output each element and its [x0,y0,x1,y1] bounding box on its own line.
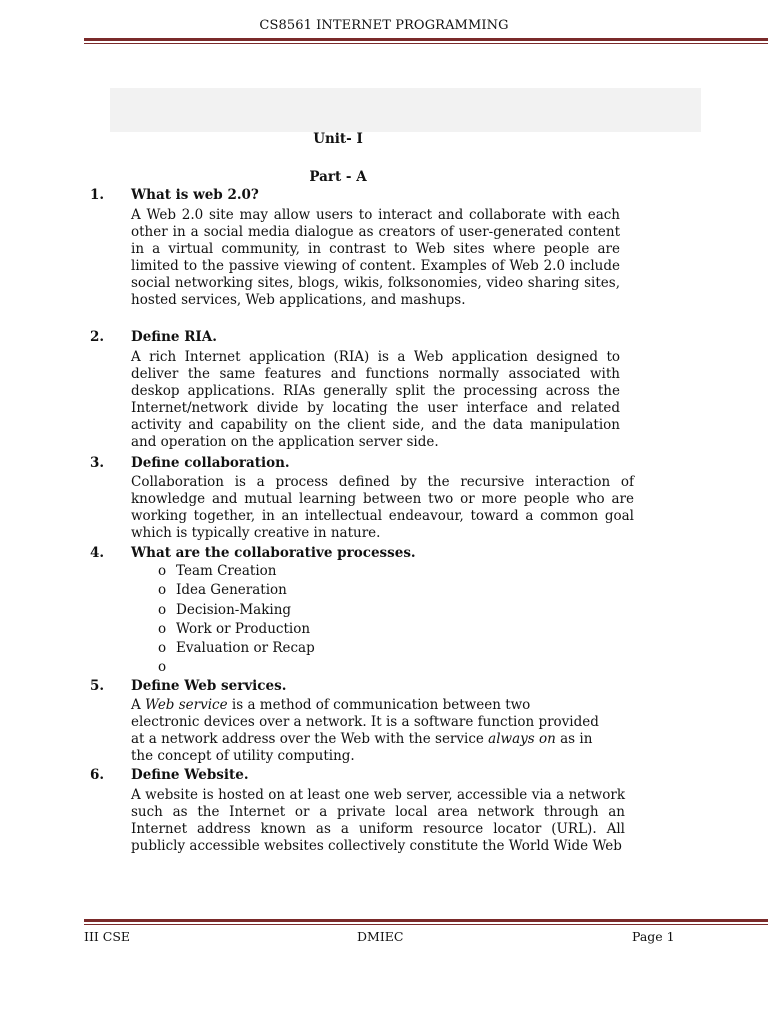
part-heading: Part - A [309,169,367,185]
bullet-marker: o [158,601,167,618]
question-title: What is web 2.0? [131,187,259,203]
question-number: 6. [90,767,105,783]
shaded-band [110,88,701,132]
question-title: What are the collaborative processes. [131,545,416,561]
bullet-marker: o [158,582,167,599]
list-item-text: Evaluation or Recap [176,640,315,657]
bullet-marker: o [158,620,167,637]
answer-text: A Web 2.0 site may allow users to interact and collaborate with each other in a social media dialogue as creators of user-generated content in a virtual community, in contrast to Web sites where people are limited to the passive viewing of content. Examples of Web 2.0 include social networking sites, blogs, wikis, folksonomies, video sharing sites, hosted services, Web applications, and mashups. [131,207,620,308]
emphasis-term: always on [488,731,556,747]
bullet-marker: o [158,563,167,579]
process-list [158,563,315,679]
answer-text-part: A [131,697,146,713]
answer-text [131,697,601,765]
bullet-marker: o [158,659,167,676]
answer-text: A website is hosted on at least one web server, accessible via a network such as the Internet or a private local area network through an Internet address known as a uniform resource locator (URL). All publicly accessible websites collectively constitute the World Wide Web [131,787,625,854]
list-item [158,659,315,678]
question-title: Define collaboration. [131,455,290,471]
list-item-text: Decision-Making [176,601,292,618]
unit-heading: Unit- I [313,131,363,147]
list-item [158,602,315,621]
question-number: 4. [90,545,105,561]
question-title: Define Web services. [131,678,287,694]
question-title: Define RIA. [131,329,217,345]
footer-left: III CSE [84,929,131,944]
header-rule-thin [84,43,768,44]
question-number: 2. [90,329,105,345]
footer-page-number: Page 1 [632,929,675,944]
list-item-text: Idea Generation [176,582,287,599]
question-title: Define Website. [131,767,249,783]
answer-text: A rich Internet application (RIA) is a Web application designed to deliver the same features and functions normally associated with deskop applications. RIAs generally split the processing across the Internet/network divide by locating the user interface and related activity and capability on the client side, and the data manipulation and operation on the application server side. [131,349,620,450]
list-item [158,563,315,582]
footer-rule-thick [84,919,768,922]
header-rule-thick [84,38,768,41]
answer-text: Collaboration is a process defined by the recursive interaction of knowledge and mutual learning between two or more people who are working together, in an intellectual endeavour, toward a common goal which is typically creative in nature. [131,474,634,541]
question-number: 5. [90,678,105,694]
question-number: 1. [90,187,105,203]
emphasis-term: Web service [145,697,228,713]
list-item [158,621,315,640]
footer-center: DMIEC [357,929,404,944]
answer-text-part: is a method of communication between two electronic devices over a network. It is a software function provided at a network address over the Web with the service [131,697,599,747]
list-item-text: Team Creation [176,563,277,579]
question-number: 3. [90,455,105,471]
footer-rule-thin [84,924,768,925]
running-header: CS8561 INTERNET PROGRAMMING [259,18,509,33]
answer-text-part: as in the concept of utility computing. [131,731,593,764]
list-item [158,582,315,601]
bullet-marker: o [158,640,167,657]
list-item [158,640,315,659]
list-item-text: Work or Production [176,620,311,637]
